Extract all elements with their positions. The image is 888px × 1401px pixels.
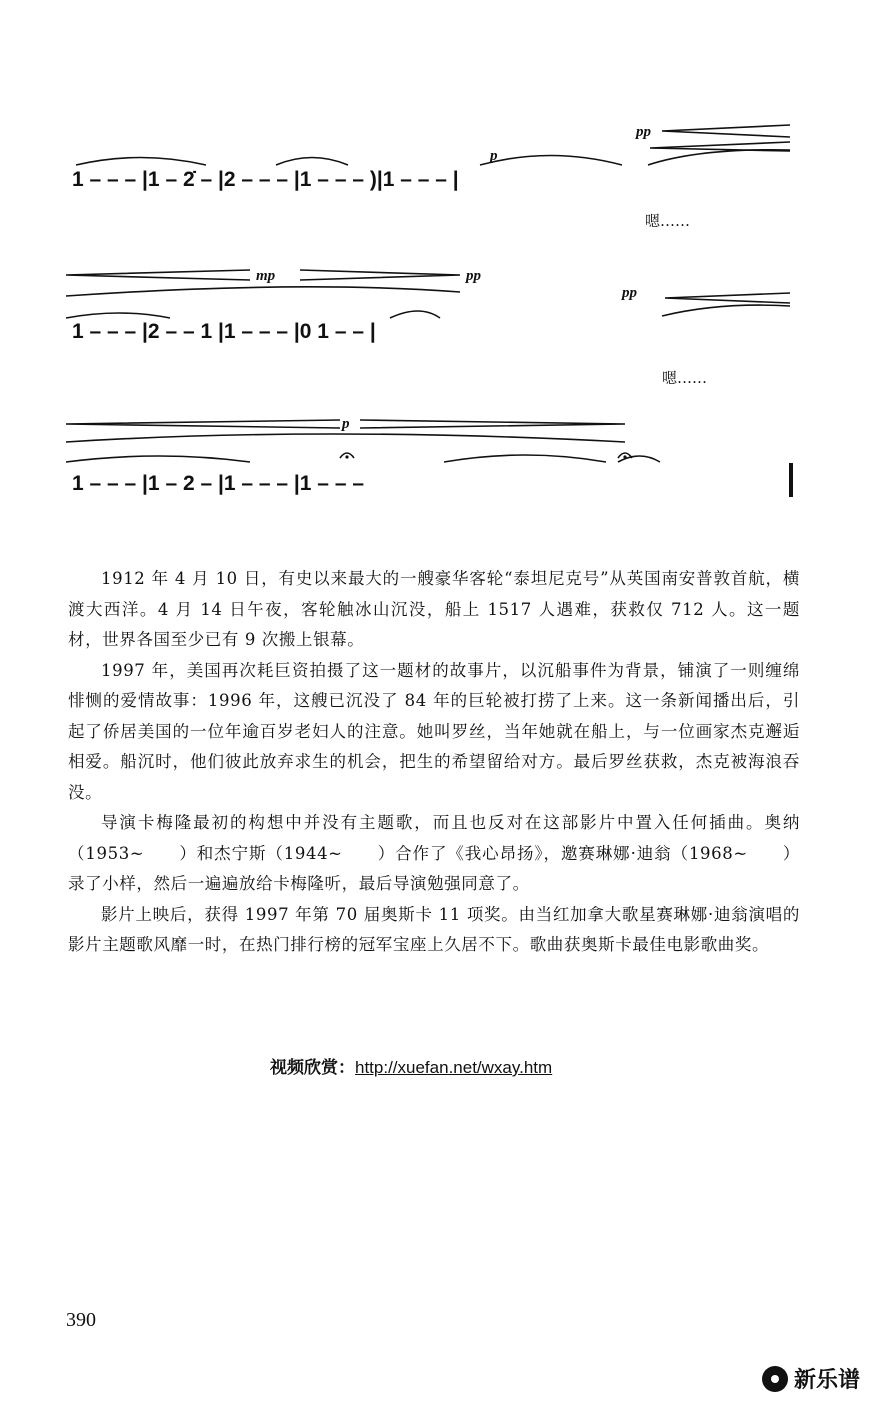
dynamic-pp: pp (622, 285, 637, 301)
svg-text:1 – – – |2 – – 1 |1 –: 1 – – – |2 – – 1 |1 – – – |0 1 – – | (72, 320, 376, 343)
page-number: 390 (66, 1309, 96, 1331)
dynamic-pp: pp (636, 124, 651, 140)
dynamic-p: p (490, 148, 498, 164)
lyric: 嗯…… (645, 212, 691, 230)
paragraph: 1912 年 4 月 10 日，有史以来最大的一艘豪华客轮“泰坦尼克号”从英国南安普敦首航，横渡大西洋。4 月 14 日午夜，客轮触冰山沉没，船上 1517 人遇难，获救仅 712 人。这一题材，世界各国至少已有 9 次搬上银幕。 (68, 569, 800, 649)
svg-text:1 – – – |1 – 2 – |1 –: 1 – – – |1 – 2 – |1 – – – |1 – – – (72, 472, 365, 495)
watermark-text: 新乐谱 (794, 1368, 861, 1393)
video-label: 视频欣赏： (270, 1058, 355, 1077)
watermark-logo (762, 1363, 860, 1394)
dynamic-mp: mp (256, 268, 276, 284)
dynamic-p: p (342, 416, 350, 432)
music-score (0, 0, 888, 540)
paragraph: 1997 年，美国再次耗巨资拍摄了这一题材的故事片，以沉船事件为背景，铺演了一则缠绵悱恻的爱情故事：1996 年，这艘已沉没了 84 年的巨轮被打捞了上来。这一条新闻播出后，引起了侨居美国的一位年逾百岁老妇人的注意。她叫罗丝，当年她就在船上，与一位画家杰克邂逅相爱。船沉时，他们彼此放弃求生的机会，把生的希望留给对方。最后罗丝获救，杰克被海浪吞没。 (68, 660, 800, 802)
paragraph: 导演卡梅隆最初的构想中并没有主题歌，而且也反对在这部影片中置入任何插曲。奥纳（1953~ ）和杰宁斯（1944~ ）合作了《我心昂扬》，邀赛琳娜·迪翁（1968~ ）录了小样，然后一遍遍放给卡梅隆听，最后导演勉强同意了。 (68, 813, 800, 893)
paragraph: 影片上映后，获得 1997 年第 70 届奥斯卡 11 项奖。由当红加拿大歌星赛琳娜·迪翁演唱的影片主题歌风靡一时，在热门排行榜的冠军宝座上久居不下。歌曲获奥斯卡最佳电影歌曲奖。 (68, 904, 800, 954)
article-text (68, 564, 800, 961)
svg-text:1 – – – |1 – 2̇ – |2: 1 – – – |1 – 2̇ – |2 – – – |1 – – – )|1 – – – | (72, 168, 459, 191)
dynamic-pp: pp (466, 268, 481, 284)
record-disc-icon (762, 1366, 788, 1392)
lyric: 嗯…… (662, 369, 708, 387)
video-link-line (270, 1053, 552, 1078)
video-url-link[interactable]: http://xuefan.net/wxay.htm (355, 1058, 553, 1077)
